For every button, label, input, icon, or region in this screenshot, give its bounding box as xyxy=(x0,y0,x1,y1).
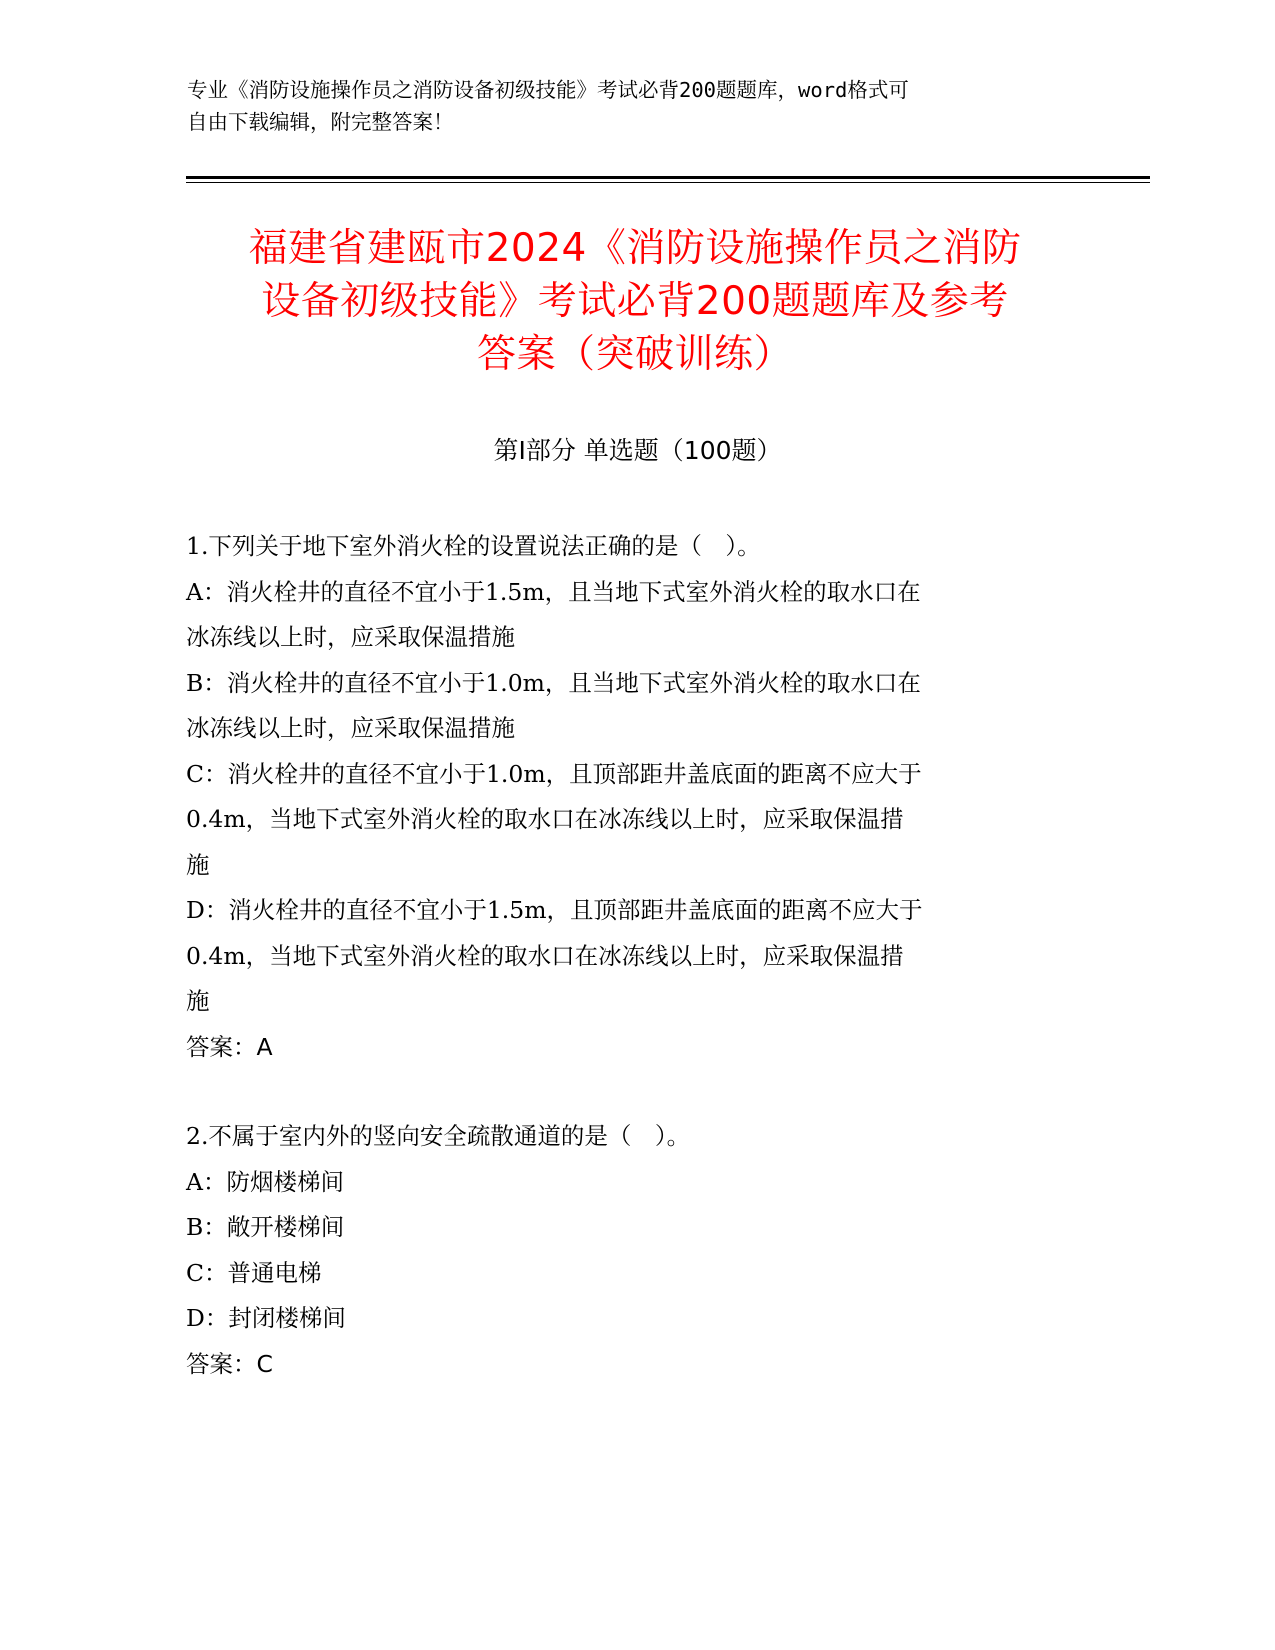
header-divider-thick xyxy=(186,176,1150,179)
question-1-stem: 1.下列关于地下室外消火栓的设置说法正确的是（ ）。 xyxy=(186,532,761,560)
question-1-option-b-line-2: 冰冻线以上时，应采取保温措施 xyxy=(186,714,515,742)
question-2-option-d: D：封闭楼梯间 xyxy=(186,1304,346,1332)
question-2-stem: 2.不属于室内外的竖向安全疏散通道的是（ ）。 xyxy=(186,1122,691,1150)
header-note-line-1: 专业《消防设施操作员之消防设备初级技能》考试必背200题题库，word格式可 xyxy=(187,78,909,102)
question-1-answer: 答案：A xyxy=(186,1032,273,1061)
question-2-option-c: C：普通电梯 xyxy=(186,1258,322,1287)
question-1-option-d-line-3: 施 xyxy=(186,987,210,1015)
question-1-option-c-line-2: 0.4m，当地下式室外消火栓的取水口在冰冻线以上时，应采取保温措 xyxy=(186,805,904,833)
question-1-option-c-line-3: 施 xyxy=(186,850,210,879)
document-title-line-1: 福建省建瓯市2024《消防设施操作员之消防 xyxy=(248,226,1022,271)
question-1-option-b-line-1: B：消火栓井的直径不宜小于1.0m，且当地下式室外消火栓的取水口在 xyxy=(186,668,921,697)
question-1-option-d-line-1: D：消火栓井的直径不宜小于1.5m，且顶部距井盖底面的距离不应大于 xyxy=(186,896,923,924)
question-2-option-a: A：防烟楼梯间 xyxy=(186,1167,344,1196)
section-heading: 第Ⅰ部分 单选题（100题） xyxy=(493,436,782,465)
document-title-line-2: 设备初级技能》考试必背200题题库及参考 xyxy=(261,279,1009,324)
question-2-option-b: B：敞开楼梯间 xyxy=(186,1213,345,1241)
question-1-option-c-line-1: C：消火栓井的直径不宜小于1.0m，且顶部距井盖底面的距离不应大于 xyxy=(186,759,922,788)
question-block-2 xyxy=(186,1114,1086,1387)
question-block-1 xyxy=(186,524,1086,1070)
question-1-option-a-line-2: 冰冻线以上时，应采取保温措施 xyxy=(186,623,515,651)
header-note xyxy=(187,74,1067,138)
document-title xyxy=(170,222,1100,381)
document-title-line-3: 答案（突破训练） xyxy=(476,332,793,377)
header-note-line-2: 自由下载编辑，附完整答案！ xyxy=(187,110,454,134)
question-2-answer: 答案：C xyxy=(186,1349,273,1378)
header-divider-thin xyxy=(186,182,1150,183)
question-1-option-a-line-1: A：消火栓井的直径不宜小于1.5m，且当地下式室外消火栓的取水口在 xyxy=(186,577,921,606)
question-1-option-d-line-2: 0.4m，当地下式室外消火栓的取水口在冰冻线以上时，应采取保温措 xyxy=(186,941,904,970)
